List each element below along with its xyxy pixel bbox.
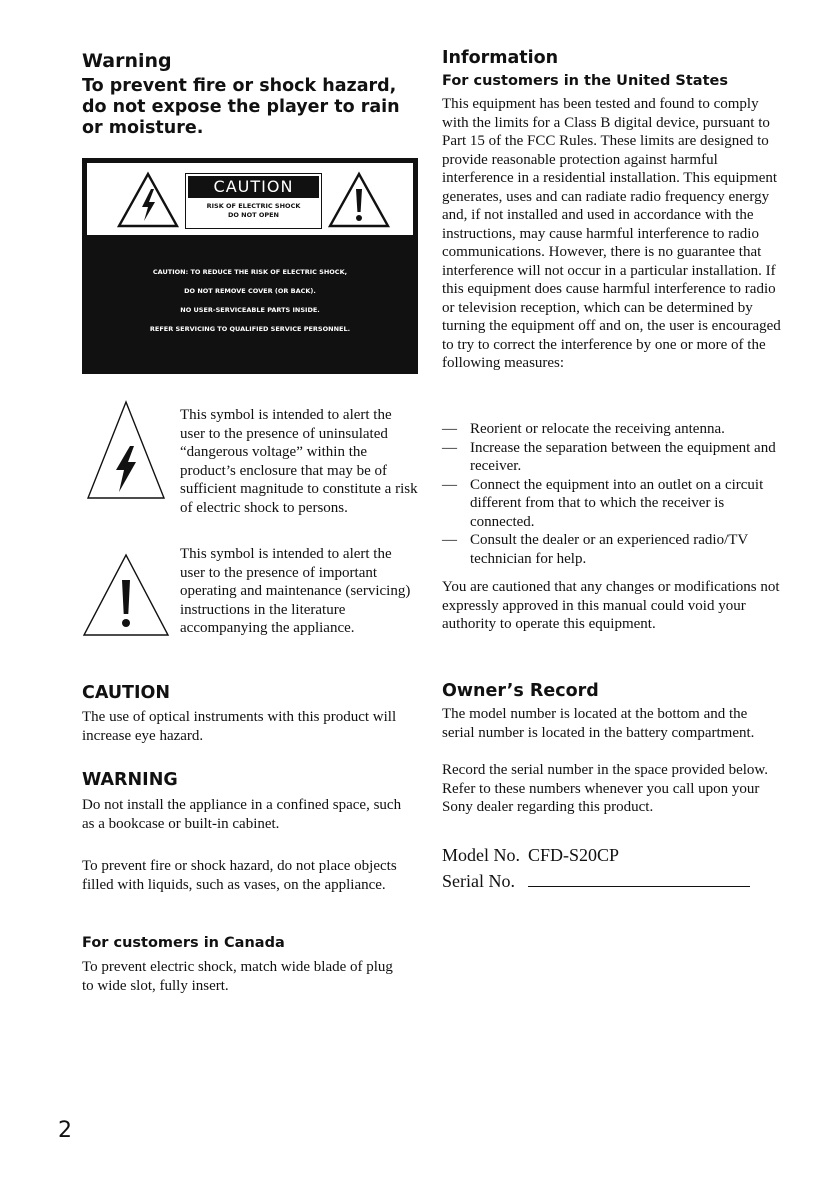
caution-label — [185, 173, 322, 229]
canada-text: To prevent electric shock, match wide blade of plug to wide slot, fully insert. — [82, 959, 393, 994]
warning-text: Do not install the appliance in a confined space, such as a bookcase or built-in cabinet. — [82, 797, 402, 832]
warning-heading: WARNING — [82, 770, 178, 790]
caution-heading: CAUTION — [82, 683, 171, 703]
caution-line: NO USER-SERVICEABLE PARTS INSIDE. — [180, 306, 320, 314]
caution-text: The use of optical instruments with this product will increase eye hazard. — [82, 709, 397, 744]
list-item — [442, 439, 782, 476]
serial-blank-line — [528, 870, 750, 887]
hazard-heading: To prevent fire or shock hazard, do not expose the player to rain or moisture. — [82, 76, 400, 138]
measure-text: Connect the equipment into an outlet on a circuit different from that to which the receiver is connected. — [470, 476, 764, 530]
modification-caution-text: You are cautioned that any changes or modifications not expressly approved in this manual could void your authority to operate this equipment. — [442, 579, 780, 632]
warning-title: Warning — [82, 50, 172, 72]
fcc-statement: This equipment has been tested and found to comply with the limits for a Class B digital device, pursuant to Part 15 of the FCC Rules. These limits are designed to provide reasonable protection against harmful interference in a residential installation. This equipment generates, uses and can radiate radio frequency energy and, if not installed and used in accordance with the instructions, may cause harmful interference to radio communications. However, there is no guarantee that interference will not occur in a particular installation. If this equipment does cause harmful interference to radio or television reception, which can be determined by turning the equipment off and on, the user is encouraged to try to correct the interference by one or more of the following measures: — [442, 96, 781, 371]
dash-bullet: — — [442, 476, 457, 493]
owners-record-text2: Record the serial number in the space provided below. Refer to these numbers whenever you call upon your Sony dealer regarding this product. — [442, 762, 769, 815]
owners-record-text1: The model number is located at the bottom and the serial number is located in the battery compartment. — [442, 706, 755, 741]
dash-bullet: — — [442, 439, 457, 456]
fire-hazard-text: To prevent fire or shock hazard, do not place objects filled with liquids, such as vases, on the appliance. — [82, 858, 397, 893]
symbol2-description: This symbol is intended to alert the user to the presence of important operating and maintenance (servicing) instructions in the literature accompanying the appliance. — [180, 546, 411, 636]
measure-text: Increase the separation between the equipment and receiver. — [470, 439, 776, 474]
model-row — [442, 842, 750, 868]
serial-label: Serial No. — [442, 871, 515, 891]
information-heading: Information — [442, 48, 559, 68]
us-customers-heading: For customers in the United States — [442, 73, 728, 89]
canada-heading: For customers in Canada — [82, 935, 285, 951]
caution-label-sub1: RISK OF ELECTRIC SHOCK — [206, 202, 301, 210]
list-item — [442, 420, 782, 439]
caution-label-sub — [186, 202, 321, 220]
caution-label-top — [87, 163, 413, 235]
caution-label-box — [82, 158, 418, 374]
lightning-warning-icon — [116, 171, 180, 229]
caution-line: CAUTION: TO REDUCE THE RISK OF ELECTRIC SHOCK, — [152, 268, 348, 276]
caution-label-title: CAUTION — [188, 176, 319, 198]
symbol1-description: This symbol is intended to alert the user to the presence of uninsulated “dangerous voltage” within the product’s enclosure that may be of sufficient magnitude to constitute a risk of electric shock to persons. — [180, 407, 418, 516]
measure-text: Consult the dealer or an experienced radio/TV technician for help. — [470, 532, 748, 567]
model-label: Model No. — [442, 845, 520, 865]
serial-row — [442, 868, 750, 894]
caution-line: DO NOT REMOVE COVER (OR BACK). — [184, 287, 316, 295]
caution-label-text — [87, 263, 413, 339]
owners-record-heading: Owner’s Record — [442, 681, 599, 701]
model-value: CFD-S20CP — [528, 845, 620, 865]
measures-list — [442, 420, 782, 568]
dash-bullet: — — [442, 532, 457, 548]
list-item — [442, 531, 782, 568]
measure-text: Reorient or relocate the receiving antenna. — [470, 421, 725, 437]
lightning-warning-icon — [86, 400, 166, 500]
caution-label-sub2: DO NOT OPEN — [227, 211, 280, 219]
exclamation-warning-icon — [327, 171, 391, 229]
model-serial-record — [442, 842, 750, 894]
list-item — [442, 476, 782, 532]
dash-bullet: — — [442, 421, 457, 437]
caution-line: REFER SERVICING TO QUALIFIED SERVICE PERSONNEL. — [149, 325, 351, 333]
exclamation-warning-icon — [82, 553, 170, 637]
page-number: 2 — [58, 1118, 72, 1143]
